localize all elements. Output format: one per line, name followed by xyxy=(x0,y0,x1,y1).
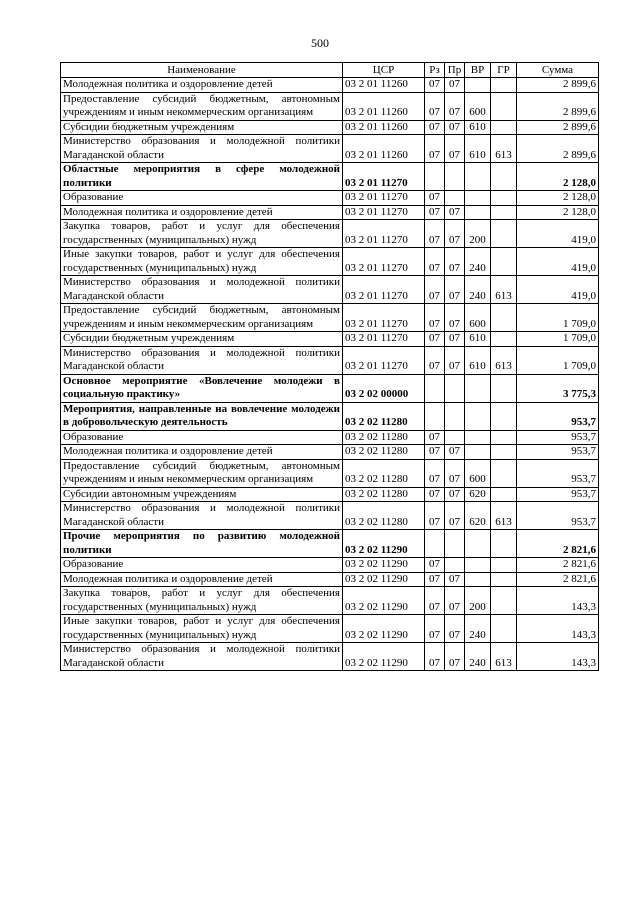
row-rz: 07 xyxy=(425,304,445,332)
row-gr: 613 xyxy=(491,276,517,304)
row-rz: 07 xyxy=(425,445,445,460)
table-row xyxy=(61,459,599,487)
table-row xyxy=(61,220,599,248)
row-rz: 07 xyxy=(425,205,445,220)
row-name: Субсидии автономным учреждениям xyxy=(61,487,343,502)
row-pr: 07 xyxy=(445,276,465,304)
row-name: Образование xyxy=(61,430,343,445)
table-row xyxy=(61,530,599,558)
page-number: 500 xyxy=(311,36,329,50)
row-sum: 143,3 xyxy=(517,587,599,615)
row-sum: 419,0 xyxy=(517,276,599,304)
row-rz: 07 xyxy=(425,558,445,573)
row-vr: 240 xyxy=(465,615,491,643)
row-name: Закупка товаров, работ и услуг для обеспечения государственных (муниципальных) нужд xyxy=(61,587,343,615)
row-rz: 07 xyxy=(425,191,445,206)
row-gr xyxy=(491,445,517,460)
row-pr xyxy=(445,374,465,402)
row-csr: 03 2 01 11270 xyxy=(343,220,425,248)
row-vr: 610 xyxy=(465,135,491,163)
row-rz: 07 xyxy=(425,572,445,587)
row-rz: 07 xyxy=(425,120,445,135)
row-sum: 2 821,6 xyxy=(517,530,599,558)
row-gr xyxy=(491,558,517,573)
row-csr: 03 2 01 11270 xyxy=(343,191,425,206)
row-name: Министерство образования и молодежной политики Магаданской области xyxy=(61,643,343,671)
row-csr: 03 2 01 11260 xyxy=(343,120,425,135)
row-sum: 2 128,0 xyxy=(517,205,599,220)
row-pr: 07 xyxy=(445,487,465,502)
row-gr xyxy=(491,332,517,347)
row-name: Молодежная политика и оздоровление детей xyxy=(61,572,343,587)
row-csr: 03 2 02 11290 xyxy=(343,530,425,558)
row-gr xyxy=(491,374,517,402)
row-name: Прочие мероприятия по развитию молодежной политики xyxy=(61,530,343,558)
row-sum: 2 899,6 xyxy=(517,120,599,135)
row-pr: 07 xyxy=(445,459,465,487)
row-sum: 953,7 xyxy=(517,445,599,460)
table-row xyxy=(61,430,599,445)
row-csr: 03 2 02 00000 xyxy=(343,374,425,402)
table-row xyxy=(61,135,599,163)
row-csr: 03 2 02 11280 xyxy=(343,502,425,530)
row-rz xyxy=(425,402,445,430)
row-name: Министерство образования и молодежной политики Магаданской области xyxy=(61,276,343,304)
table-row xyxy=(61,502,599,530)
row-csr: 03 2 01 11260 xyxy=(343,135,425,163)
row-pr xyxy=(445,402,465,430)
row-pr: 07 xyxy=(445,615,465,643)
row-gr xyxy=(491,92,517,120)
header-pr: Пр xyxy=(445,63,465,78)
table-row xyxy=(61,587,599,615)
row-sum: 953,7 xyxy=(517,502,599,530)
row-csr: 03 2 02 11280 xyxy=(343,402,425,430)
row-vr: 620 xyxy=(465,487,491,502)
table-row xyxy=(61,643,599,671)
row-vr: 200 xyxy=(465,587,491,615)
row-name: Иные закупки товаров, работ и услуг для обеспечения государственных (муниципальных) нужд xyxy=(61,248,343,276)
row-sum: 419,0 xyxy=(517,248,599,276)
row-pr: 07 xyxy=(445,220,465,248)
row-csr: 03 2 02 11290 xyxy=(343,643,425,671)
row-name: Министерство образования и молодежной политики Магаданской области xyxy=(61,135,343,163)
row-name: Предоставление субсидий бюджетным, автономным учреждениям и иным некоммерческим организациям xyxy=(61,304,343,332)
row-gr xyxy=(491,120,517,135)
row-name: Предоставление субсидий бюджетным, автономным учреждениям и иным некоммерческим организациям xyxy=(61,459,343,487)
row-vr xyxy=(465,430,491,445)
row-name: Министерство образования и молодежной политики Магаданской области xyxy=(61,346,343,374)
row-name: Министерство образования и молодежной политики Магаданской области xyxy=(61,502,343,530)
row-csr: 03 2 02 11280 xyxy=(343,487,425,502)
row-vr xyxy=(465,558,491,573)
table-row xyxy=(61,276,599,304)
row-sum: 2 899,6 xyxy=(517,135,599,163)
row-pr: 07 xyxy=(445,445,465,460)
table-row xyxy=(61,191,599,206)
row-sum: 2 128,0 xyxy=(517,191,599,206)
row-vr xyxy=(465,402,491,430)
header-rz: Рз xyxy=(425,63,445,78)
row-pr: 07 xyxy=(445,135,465,163)
row-name: Закупка товаров, работ и услуг для обеспечения государственных (муниципальных) нужд xyxy=(61,220,343,248)
row-csr: 03 2 02 11290 xyxy=(343,615,425,643)
row-rz: 07 xyxy=(425,332,445,347)
row-vr: 620 xyxy=(465,502,491,530)
row-vr xyxy=(465,78,491,93)
row-rz: 07 xyxy=(425,643,445,671)
table-row xyxy=(61,558,599,573)
table-row xyxy=(61,78,599,93)
header-name: Наименование xyxy=(61,63,343,78)
row-rz: 07 xyxy=(425,248,445,276)
row-rz: 07 xyxy=(425,459,445,487)
table-row xyxy=(61,332,599,347)
row-pr: 07 xyxy=(445,205,465,220)
row-vr xyxy=(465,374,491,402)
row-gr: 613 xyxy=(491,502,517,530)
row-csr: 03 2 02 11280 xyxy=(343,459,425,487)
row-pr xyxy=(445,558,465,573)
row-sum: 143,3 xyxy=(517,643,599,671)
row-name: Предоставление субсидий бюджетным, автономным учреждениям и иным некоммерческим организациям xyxy=(61,92,343,120)
row-name: Молодежная политика и оздоровление детей xyxy=(61,205,343,220)
row-vr: 240 xyxy=(465,248,491,276)
row-rz xyxy=(425,374,445,402)
row-csr: 03 2 01 11270 xyxy=(343,276,425,304)
row-sum: 2 821,6 xyxy=(517,572,599,587)
row-name: Образование xyxy=(61,191,343,206)
row-pr: 07 xyxy=(445,248,465,276)
row-pr: 07 xyxy=(445,304,465,332)
row-vr: 610 xyxy=(465,332,491,347)
row-vr: 600 xyxy=(465,304,491,332)
row-csr: 03 2 01 11270 xyxy=(343,205,425,220)
row-name: Молодежная политика и оздоровление детей xyxy=(61,78,343,93)
row-rz: 07 xyxy=(425,346,445,374)
table-row xyxy=(61,346,599,374)
budget-table xyxy=(60,62,599,671)
row-gr xyxy=(491,78,517,93)
row-csr: 03 2 02 11290 xyxy=(343,587,425,615)
table-row xyxy=(61,92,599,120)
row-vr: 610 xyxy=(465,346,491,374)
row-rz: 07 xyxy=(425,487,445,502)
row-csr: 03 2 01 11270 xyxy=(343,332,425,347)
table-body xyxy=(61,78,599,671)
row-name: Образование xyxy=(61,558,343,573)
table-row xyxy=(61,374,599,402)
row-csr: 03 2 02 11280 xyxy=(343,445,425,460)
row-gr xyxy=(491,191,517,206)
row-pr: 07 xyxy=(445,332,465,347)
row-gr xyxy=(491,587,517,615)
row-gr xyxy=(491,530,517,558)
row-name: Молодежная политика и оздоровление детей xyxy=(61,445,343,460)
row-csr: 03 2 01 11270 xyxy=(343,248,425,276)
row-gr: 613 xyxy=(491,346,517,374)
row-name: Субсидии бюджетным учреждениям xyxy=(61,120,343,135)
row-rz: 07 xyxy=(425,135,445,163)
row-vr: 200 xyxy=(465,220,491,248)
row-rz: 07 xyxy=(425,78,445,93)
row-pr: 07 xyxy=(445,78,465,93)
row-rz xyxy=(425,163,445,191)
row-gr xyxy=(491,459,517,487)
row-gr xyxy=(491,205,517,220)
row-csr: 03 2 02 11280 xyxy=(343,430,425,445)
row-csr: 03 2 01 11270 xyxy=(343,304,425,332)
row-gr xyxy=(491,163,517,191)
row-gr xyxy=(491,615,517,643)
row-rz: 07 xyxy=(425,92,445,120)
header-row xyxy=(61,63,599,78)
row-name: Областные мероприятия в сфере молодежной политики xyxy=(61,163,343,191)
row-vr: 600 xyxy=(465,92,491,120)
table-row xyxy=(61,615,599,643)
row-pr: 07 xyxy=(445,120,465,135)
row-pr: 07 xyxy=(445,572,465,587)
row-name: Основное мероприятие «Вовлечение молодежи в социальную практику» xyxy=(61,374,343,402)
row-csr: 03 2 01 11270 xyxy=(343,346,425,374)
row-vr xyxy=(465,191,491,206)
row-rz: 07 xyxy=(425,587,445,615)
table-row xyxy=(61,402,599,430)
row-gr: 613 xyxy=(491,135,517,163)
row-rz: 07 xyxy=(425,502,445,530)
header-csr: ЦСР xyxy=(343,63,425,78)
row-sum: 419,0 xyxy=(517,220,599,248)
table-row xyxy=(61,487,599,502)
table-row xyxy=(61,163,599,191)
table-row xyxy=(61,572,599,587)
row-pr: 07 xyxy=(445,587,465,615)
row-vr xyxy=(465,163,491,191)
row-csr: 03 2 02 11290 xyxy=(343,558,425,573)
row-pr xyxy=(445,191,465,206)
table-row xyxy=(61,248,599,276)
row-rz: 07 xyxy=(425,615,445,643)
row-vr: 610 xyxy=(465,120,491,135)
row-sum: 143,3 xyxy=(517,615,599,643)
row-rz xyxy=(425,530,445,558)
row-sum: 953,7 xyxy=(517,402,599,430)
header-gr: ГР xyxy=(491,63,517,78)
row-gr xyxy=(491,430,517,445)
row-pr: 07 xyxy=(445,502,465,530)
row-gr xyxy=(491,402,517,430)
row-sum: 1 709,0 xyxy=(517,332,599,347)
row-sum: 2 128,0 xyxy=(517,163,599,191)
row-name: Мероприятия, направленные на вовлечение молодежи в добровольческую деятельность xyxy=(61,402,343,430)
row-pr: 07 xyxy=(445,92,465,120)
row-pr xyxy=(445,530,465,558)
row-vr xyxy=(465,205,491,220)
row-rz: 07 xyxy=(425,430,445,445)
table-row xyxy=(61,205,599,220)
row-gr xyxy=(491,304,517,332)
header-vr: ВР xyxy=(465,63,491,78)
row-vr: 240 xyxy=(465,276,491,304)
row-gr xyxy=(491,572,517,587)
header-sum: Сумма xyxy=(517,63,599,78)
row-csr: 03 2 01 11260 xyxy=(343,78,425,93)
row-csr: 03 2 01 11270 xyxy=(343,163,425,191)
row-name: Иные закупки товаров, работ и услуг для обеспечения государственных (муниципальных) нужд xyxy=(61,615,343,643)
row-sum: 1 709,0 xyxy=(517,304,599,332)
table-row xyxy=(61,304,599,332)
row-sum: 2 899,6 xyxy=(517,78,599,93)
row-csr: 03 2 02 11290 xyxy=(343,572,425,587)
row-sum: 953,7 xyxy=(517,459,599,487)
row-pr: 07 xyxy=(445,643,465,671)
row-sum: 953,7 xyxy=(517,430,599,445)
row-sum: 1 709,0 xyxy=(517,346,599,374)
table-row xyxy=(61,120,599,135)
row-vr: 240 xyxy=(465,643,491,671)
row-sum: 2 899,6 xyxy=(517,92,599,120)
row-sum: 3 775,3 xyxy=(517,374,599,402)
row-rz: 07 xyxy=(425,276,445,304)
row-csr: 03 2 01 11260 xyxy=(343,92,425,120)
row-sum: 2 821,6 xyxy=(517,558,599,573)
row-gr: 613 xyxy=(491,643,517,671)
row-rz: 07 xyxy=(425,220,445,248)
row-vr xyxy=(465,572,491,587)
row-gr xyxy=(491,248,517,276)
table-header xyxy=(61,63,599,78)
row-vr xyxy=(465,445,491,460)
row-pr: 07 xyxy=(445,346,465,374)
row-gr xyxy=(491,220,517,248)
row-vr: 600 xyxy=(465,459,491,487)
row-vr xyxy=(465,530,491,558)
table-row xyxy=(61,445,599,460)
row-pr xyxy=(445,430,465,445)
row-sum: 953,7 xyxy=(517,487,599,502)
row-name: Субсидии бюджетным учреждениям xyxy=(61,332,343,347)
row-pr xyxy=(445,163,465,191)
row-gr xyxy=(491,487,517,502)
